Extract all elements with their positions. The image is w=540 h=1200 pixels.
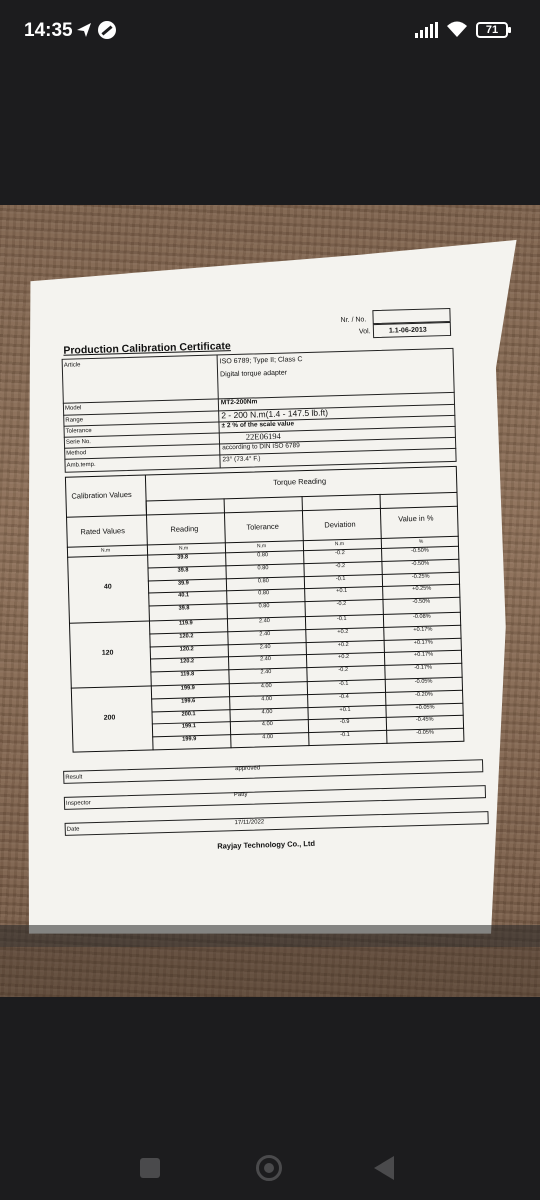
tolerance-cell: 2.40 [258, 618, 270, 625]
percent-cell: +0.05% [415, 704, 435, 711]
home-button[interactable] [256, 1155, 282, 1181]
reading-cell: 39.9 [177, 579, 189, 587]
tolerance-cell: 0.80 [257, 552, 269, 559]
inspector-value: Patty [233, 791, 248, 799]
tolerance-cell: 4.00 [261, 721, 273, 728]
col-header: Tolerance [246, 521, 280, 532]
unit-cell: N.m [178, 545, 189, 552]
reading-cell: 199.9 [182, 736, 197, 743]
model-value: MT2-200Nm [220, 398, 258, 407]
percent-cell: +0.25% [412, 585, 432, 593]
tolerance-cell: 0.80 [257, 564, 269, 572]
unit-cell: N.m [100, 547, 111, 554]
reading-cell: 40.1 [178, 592, 190, 600]
battery-icon: 71 [476, 22, 508, 38]
deviation-cell: -0.1 [340, 732, 350, 739]
article-label: Article [63, 362, 81, 369]
reading-cell: 199.6 [181, 698, 196, 705]
tolerance-value: ± 2 % of the scale value [221, 420, 295, 430]
reading-cell: 119.9 [178, 620, 193, 627]
col-header: Deviation [324, 519, 356, 530]
range-value: 2 - 200 N.m(1.4 - 147.5 lb.ft) [221, 407, 329, 421]
percent-cell: -0.05% [414, 678, 433, 686]
range-label: Range [65, 417, 84, 424]
reading-cell: 39.8 [178, 605, 190, 612]
result-label: Result [65, 774, 83, 781]
photo-shadow [0, 925, 540, 947]
navigation-bar [0, 1130, 540, 1200]
date-value: 17/11/2022 [234, 819, 265, 827]
tolerance-cell: 4.00 [260, 683, 272, 690]
rated-value-cell: 200 [103, 714, 116, 722]
inspector-label: Inspector [65, 800, 91, 807]
col-header: Value in % [398, 513, 434, 524]
inspector-field [64, 785, 486, 810]
reading-cell: 119.8 [180, 671, 195, 678]
certificate-title: Production Calibration Certificate [63, 340, 231, 357]
deviation-cell: +0.1 [339, 706, 351, 713]
reading-cell: 39.8 [177, 567, 189, 574]
method-value: according to DIN ISO 6789 [222, 442, 300, 452]
recents-button[interactable] [140, 1158, 160, 1178]
rated-value-cell: 120 [101, 649, 114, 657]
vol-value: 1.1-06-2013 [388, 326, 427, 335]
deviation-cell: -0.9 [339, 719, 350, 726]
deviation-cell: -0.2 [338, 667, 349, 674]
percent-cell: +0.17% [413, 639, 433, 646]
unit-cell: % [418, 538, 424, 545]
date-field [65, 811, 489, 836]
deviation-cell: +0.2 [337, 628, 349, 636]
percent-cell: -0.17% [414, 664, 433, 672]
result-field [63, 759, 483, 784]
percent-cell: -0.50% [412, 598, 431, 606]
tolerance-cell: 0.80 [257, 577, 269, 585]
deviation-cell: +0.2 [337, 641, 349, 648]
percent-cell: -0.20% [415, 691, 433, 698]
reading-cell: 39.8 [177, 554, 189, 561]
back-button[interactable] [374, 1156, 394, 1180]
percent-cell: +0.17% [413, 651, 434, 659]
status-bar [0, 0, 540, 62]
calibration-values-header: Calibration Values [71, 489, 132, 501]
reading-cell: 120.2 [179, 633, 194, 640]
do-not-disturb-icon [98, 21, 116, 39]
company-name: Rayjay Technology Co., Ltd [217, 838, 316, 851]
deviation-cell: -0.1 [336, 615, 347, 623]
deviation-cell: -0.1 [335, 575, 346, 582]
percent-cell: +0.17% [413, 626, 433, 633]
tolerance-cell: 2.40 [260, 669, 272, 676]
model-label: Model [64, 405, 82, 412]
tolerance-cell: 0.80 [258, 590, 270, 597]
reading-cell: 199.1 [181, 723, 197, 730]
result-value: approved [235, 765, 261, 773]
tolerance-cell: 4.00 [261, 708, 273, 715]
percent-cell: -0.05% [416, 729, 435, 737]
percent-cell: -0.08% [412, 613, 431, 621]
tolerance-cell: 4.00 [262, 734, 274, 741]
deviation-cell: +0.2 [337, 654, 350, 661]
percent-cell: -0.50% [411, 547, 429, 555]
article-line1: ISO 6789; Type II; Class C [219, 356, 303, 366]
article-line2: Digital torque adapter [220, 369, 288, 379]
reading-cell: 120.2 [180, 658, 195, 666]
deviation-cell: -0.4 [339, 693, 349, 700]
send-icon [76, 22, 92, 38]
percent-cell: -0.45% [415, 716, 434, 724]
percent-cell: -0.50% [411, 560, 430, 567]
photo-shadow [0, 947, 540, 997]
deviation-cell: +0.1 [336, 588, 348, 595]
photo-viewer[interactable] [0, 205, 540, 997]
col-header: Rated Values [80, 526, 126, 537]
status-time: 14:35 [24, 20, 73, 41]
percent-cell: -0.25% [411, 573, 430, 580]
tolerance-cell: 4.00 [261, 695, 273, 703]
deviation-cell: -0.2 [335, 562, 346, 570]
deviation-cell: -0.2 [335, 549, 345, 557]
amb-temp-label: Amb.temp. [66, 461, 96, 469]
tolerance-cell: 2.40 [259, 643, 271, 650]
method-label: Method [66, 450, 87, 457]
reading-cell: 200.1 [181, 710, 196, 718]
tolerance-label: Tolerance [65, 428, 92, 435]
serie-value: 22E06194 [245, 430, 281, 442]
nr-label: Nr. / No. [340, 316, 367, 325]
serie-label: Serie No. [65, 439, 92, 446]
tolerance-cell: 0.80 [258, 603, 270, 610]
tolerance-cell: 2.40 [259, 630, 271, 638]
reading-cell: 199.9 [180, 685, 195, 692]
tolerance-cell: 2.40 [259, 656, 272, 663]
deviation-cell: -0.2 [336, 601, 347, 608]
deviation-cell: -0.1 [338, 680, 349, 688]
wifi-icon [446, 20, 468, 38]
torque-reading-header: Torque Reading [273, 476, 327, 487]
unit-cell: N.m [256, 543, 267, 550]
rated-value-cell: 40 [103, 583, 112, 591]
vol-label: Vol. [358, 328, 371, 336]
col-header: Reading [170, 524, 199, 534]
signal-icon [414, 22, 438, 38]
certificate-content [18, 228, 527, 941]
date-label: Date [66, 826, 80, 833]
unit-cell: N.m [334, 541, 345, 548]
amb-temp-value: 23° (73.4° F.) [222, 455, 261, 464]
reading-cell: 120.2 [179, 645, 194, 653]
